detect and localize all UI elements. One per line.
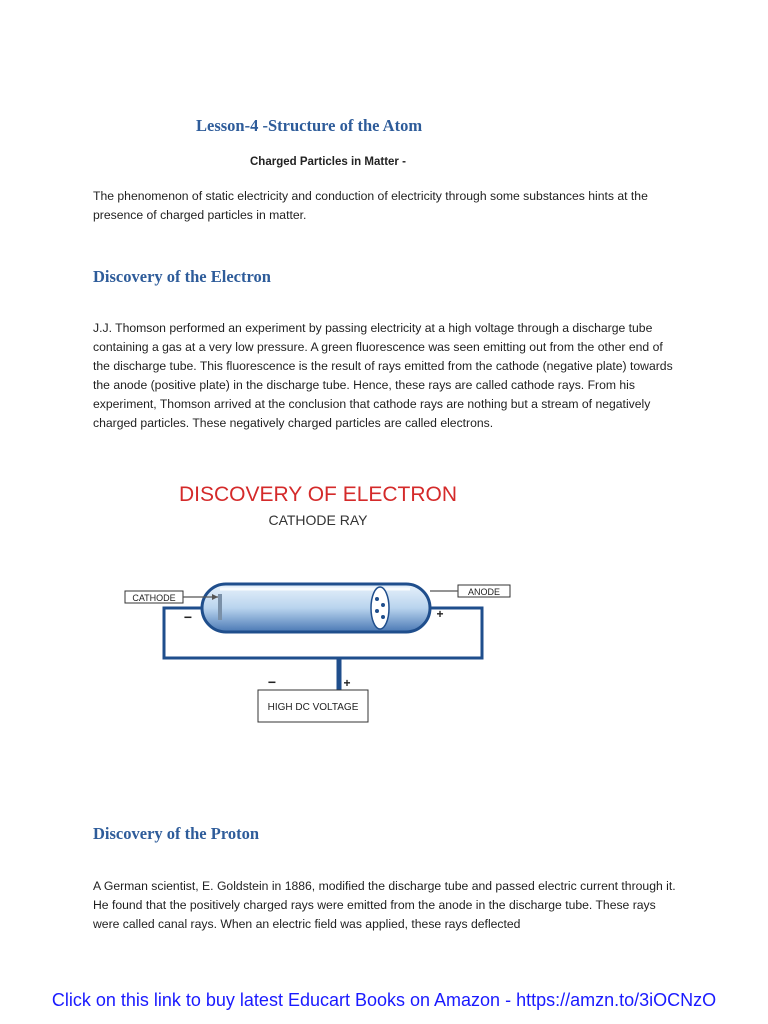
diagram-subtitle: CATHODE RAY — [268, 512, 368, 528]
discharge-tube — [202, 584, 430, 632]
anode-plus: + — [436, 607, 444, 621]
cathode-ray-diagram — [110, 470, 530, 760]
voltage-label: HIGH DC VOLTAGE — [267, 702, 359, 713]
cathode-ray-svg — [110, 470, 530, 760]
amazon-link[interactable]: Click on this link to buy latest Educart Books on Amazon - https://amzn.to/3iOCNzO — [51, 990, 717, 1010]
proton-heading: Discovery of the Proton — [93, 824, 260, 843]
cathode-plate — [218, 594, 222, 620]
voltage-minus: − — [267, 674, 277, 690]
diagram-title: DISCOVERY OF ELECTRON — [178, 483, 458, 506]
anode-label: ANODE — [467, 587, 501, 597]
lesson-title: Lesson-4 -Structure of the Atom — [196, 116, 423, 135]
voltage-plus: + — [343, 676, 351, 690]
proton-paragraph: A German scientist, E. Goldstein in 1886, modified the discharge tube and passed electric current through it. He found that the positively charged rays were emitted from the anode in the discharge tube. These rays were called canal rays. When an electric field was applied, these rays deflected — [93, 879, 676, 931]
intro-paragraph: The phenomenon of static electricity and conduction of electricity through some substances hints at the presence of charged particles in matter. — [93, 189, 648, 222]
cathode-label: CATHODE — [132, 593, 176, 603]
electron-paragraph: J.J. Thomson performed an experiment by passing electricity at a high voltage through a discharge tube containing a gas at a very low pressure. A green fluorescence was seen emitting out from the other end of the discharge tube. This fluorescence is the result of rays emitted from the cathode (negative plate) towards the anode (positive plate) in the discharge tube. Hence, these rays are called cathode rays. From his experiment, Thomson arrived at the conclusion that cathode rays are nothing but a stream of negatively charged particles. These negatively charged particles are called electrons. — [93, 321, 673, 430]
cathode-minus: − — [183, 609, 193, 625]
anode-disc — [371, 587, 389, 629]
electron-heading: Discovery of the Electron — [93, 267, 271, 286]
section-subtitle: Charged Particles in Matter - — [250, 156, 406, 168]
